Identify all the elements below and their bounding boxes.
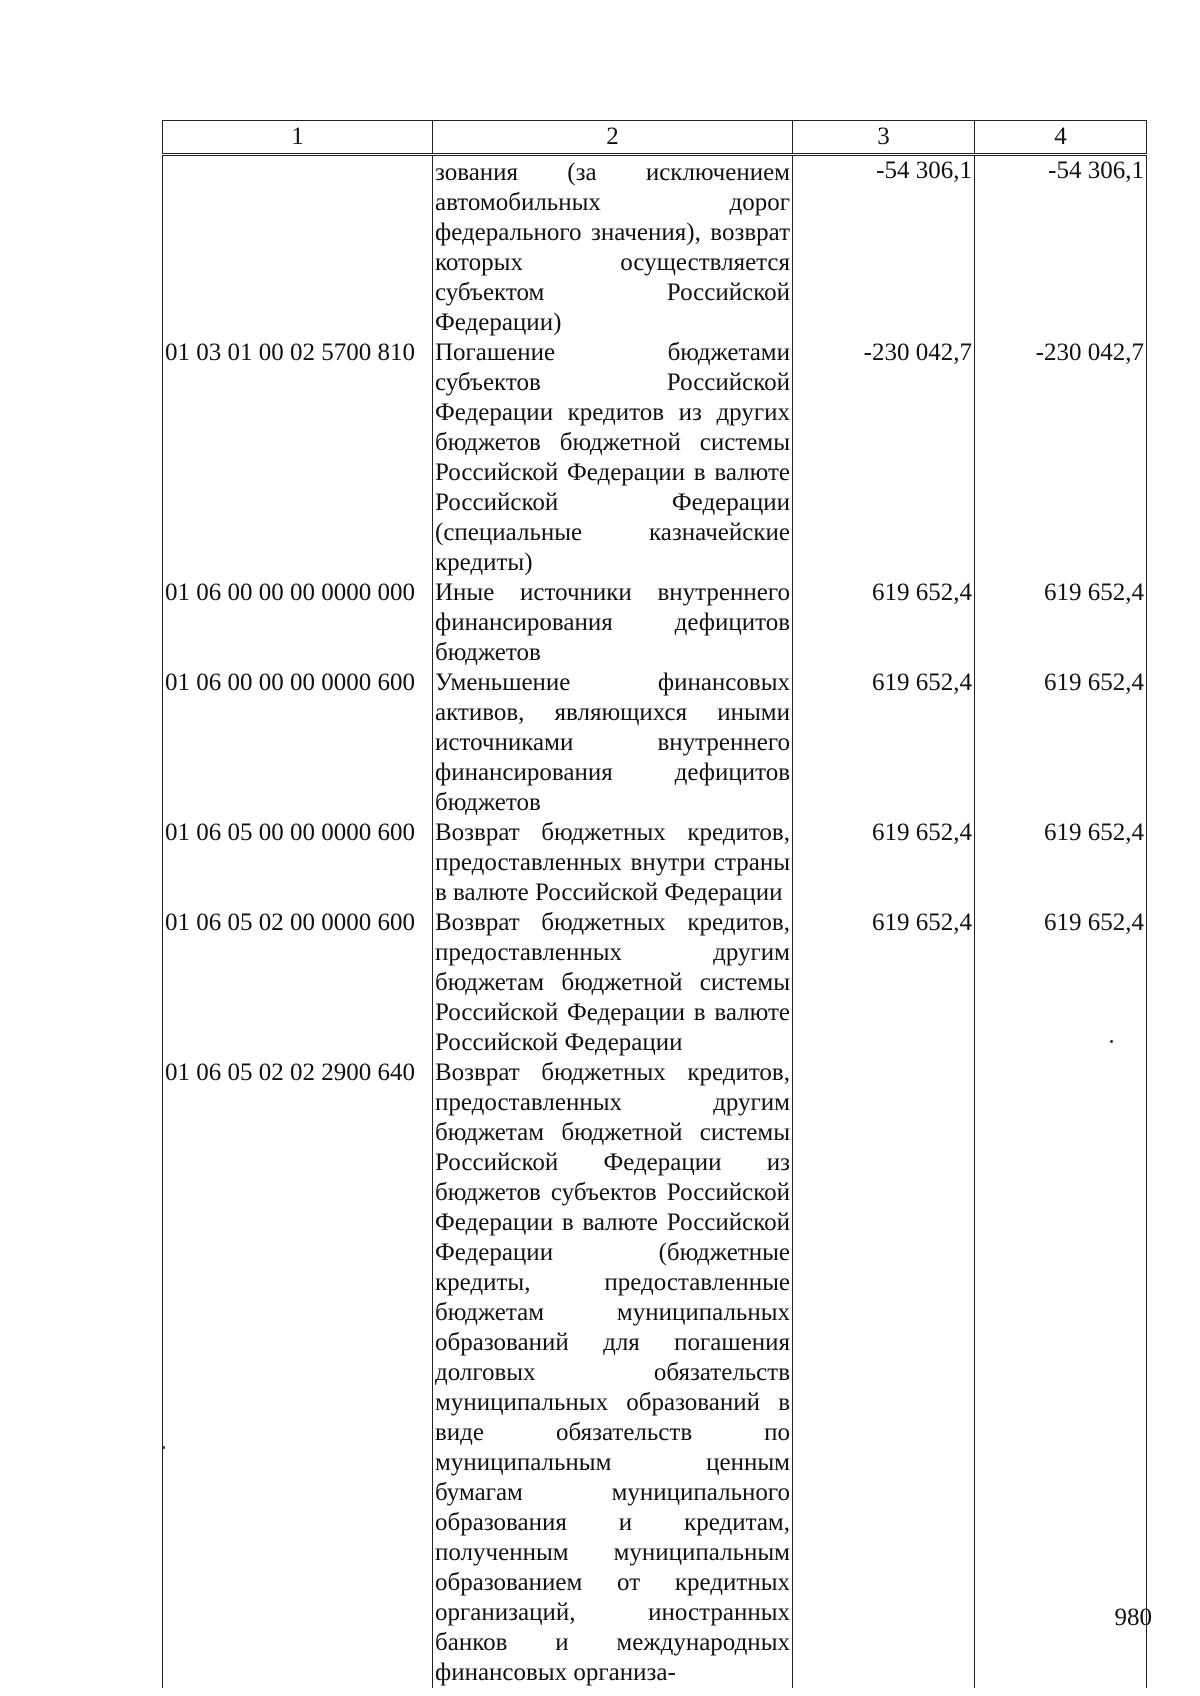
header-col-1: 1: [163, 121, 433, 155]
table-row: [163, 818, 1147, 908]
page-number: 980: [1114, 1604, 1152, 1631]
budget-sources-table: [162, 120, 1147, 1688]
table-row: [163, 1058, 1147, 1688]
row-amount-col3: 619 652,4: [793, 578, 975, 668]
row-name: [433, 908, 793, 1058]
row-name-text: Иные источники внутреннего финансирования дефицитов бюджетов: [435, 579, 790, 666]
row-amount-col4: 619 652,4: [975, 908, 1147, 1058]
row-code: 01 03 01 00 02 5700 810: [163, 338, 433, 578]
row-amount-col3: 619 652,4: [793, 818, 975, 908]
table-row: [163, 908, 1147, 1058]
table-row: [163, 155, 1147, 339]
row-code: 01 06 05 02 00 0000 600: [163, 908, 433, 1058]
row-amount-col4: 619 652,4: [975, 818, 1147, 908]
row-name-text: Возврат бюджетных кредитов, предоставленных другим бюджетам бюджетной системы Российской Федерации в валюте Российской Федерации: [435, 909, 790, 1056]
table-header: [163, 121, 1147, 155]
table-row: [163, 578, 1147, 668]
scan-speck: [162, 1446, 165, 1449]
row-name: [433, 1058, 793, 1688]
row-amount-col3: -230 042,7: [793, 338, 975, 578]
row-name-text: Уменьшение финансовых активов, являющихся иными источниками внутреннего финансирования дефицитов бюджетов: [435, 669, 790, 816]
row-amount-col4: [975, 1058, 1147, 1688]
header-col-4: 4: [975, 121, 1147, 155]
row-amount-col3: 619 652,4: [793, 908, 975, 1058]
row-amount-col4: -230 042,7: [975, 338, 1147, 578]
row-name-text: зования (за исключением автомобильных дорог федерального значения), возврат которых осуществляется субъектом Российской Федерации): [435, 159, 790, 336]
row-name-text: Возврат бюджетных кредитов, предоставленных другим бюджетам бюджетной системы Российской Федерации из бюджетов субъектов Российской Федерации в валюте Российской Федерации (бюджетные кредиты, предоставленные бюджетам муниципальных образований для погашения долговых обязательств муниципальных образований в виде обязательств по муниципальным ценным бумагам муниципального образования и кредитам, полученным муниципальным образованием от кредитных организаций, иностранных банков и международных финансовых организа-: [435, 1059, 790, 1686]
document-page: [162, 120, 1146, 1688]
row-code: 01 06 05 00 00 0000 600: [163, 818, 433, 908]
header-col-3: 3: [793, 121, 975, 155]
row-code: 01 06 00 00 00 0000 000: [163, 578, 433, 668]
row-name: [433, 668, 793, 818]
row-amount-col3: 619 652,4: [793, 668, 975, 818]
row-amount-col4: 619 652,4: [975, 668, 1147, 818]
row-amount-col3: -54 306,1: [793, 155, 975, 339]
row-code: [163, 155, 433, 339]
header-row: [163, 121, 1147, 155]
row-amount-col4: 619 652,4: [975, 578, 1147, 668]
table-body: [163, 155, 1147, 1689]
row-code: 01 06 05 02 02 2900 640: [163, 1058, 433, 1688]
row-amount-col3: [793, 1058, 975, 1688]
row-amount-col4: -54 306,1: [975, 155, 1147, 339]
scan-speck: [1110, 1040, 1113, 1043]
row-name-text: Возврат бюджетных кредитов, предоставленных внутри страны в валюте Российской Федерации: [435, 819, 790, 906]
row-code: 01 06 00 00 00 0000 600: [163, 668, 433, 818]
row-name: [433, 578, 793, 668]
row-name: [433, 338, 793, 578]
table-row: [163, 338, 1147, 578]
row-name-text: Погашение бюджетами субъектов Российской Федерации кредитов из других бюджетов бюджетной системы Российской Федерации в валюте Российской Федерации (специальные казначейские кредиты): [435, 339, 790, 576]
table-row: [163, 668, 1147, 818]
row-name: [433, 155, 793, 339]
row-name: [433, 818, 793, 908]
header-col-2: 2: [433, 121, 793, 155]
